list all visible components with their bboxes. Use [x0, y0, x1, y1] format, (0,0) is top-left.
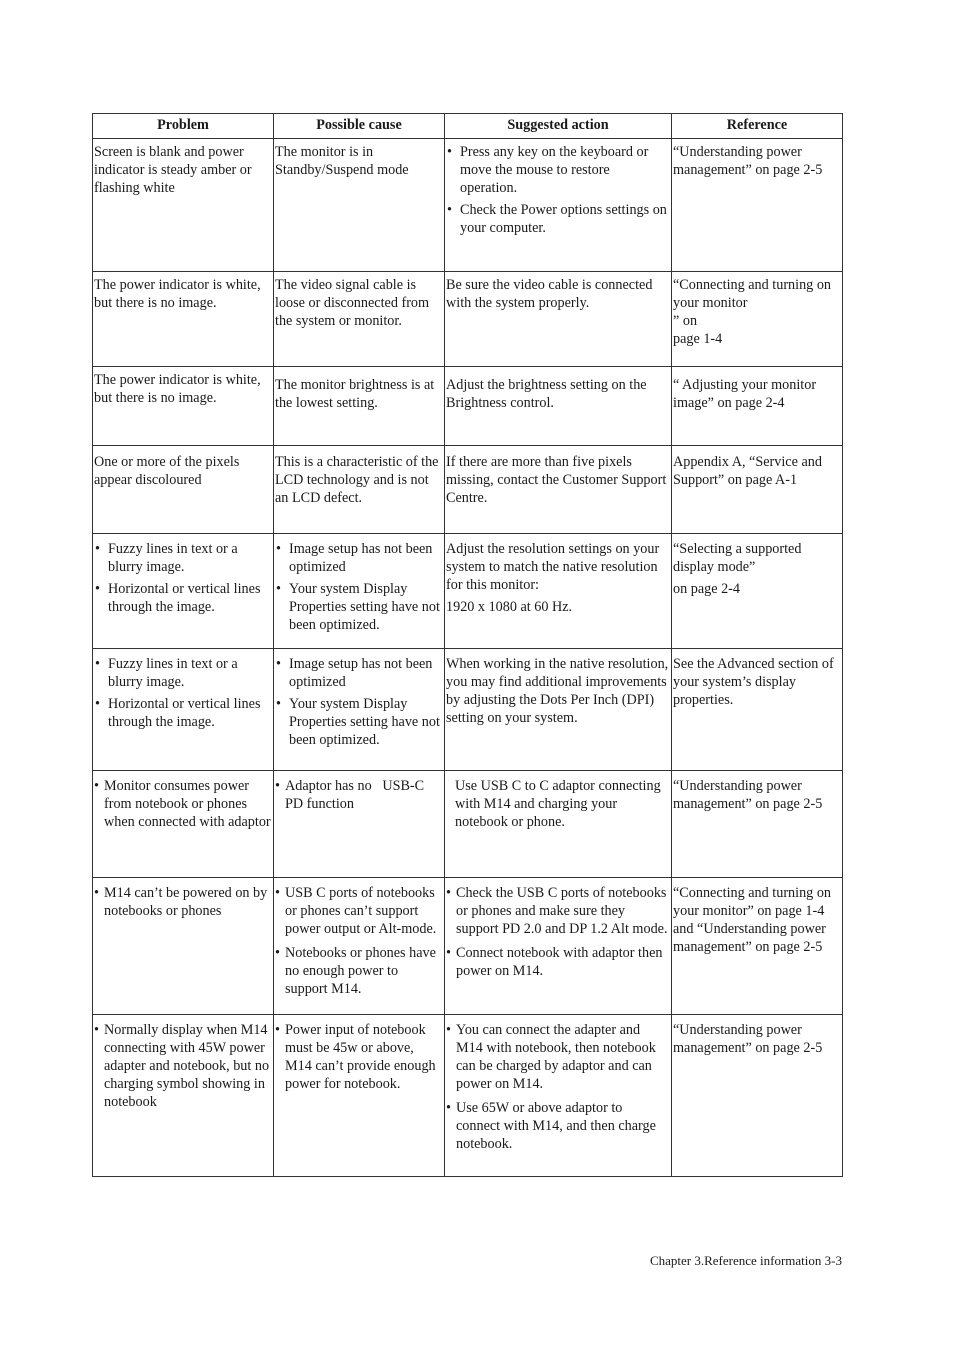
header-suggested-action: Suggested action — [445, 114, 672, 139]
action-item: • You can connect the adapter and M14 with notebook, then notebook can be charged by adaptor and can power on M14. — [446, 1021, 670, 1093]
problem-cell — [93, 878, 274, 1015]
cause-cell — [274, 367, 445, 446]
action-cell — [445, 367, 672, 446]
problem-item: • Fuzzy lines in text or a blurry image. — [94, 655, 272, 691]
table-row — [93, 771, 843, 878]
problem-item: • M14 can’t be powered on by notebooks or phones — [94, 884, 272, 920]
action-cell — [445, 139, 672, 272]
reference-line: ” on — [673, 313, 698, 329]
action-text: When working in the native resolution, you may find additional improvements by adjusting the Dots Per Inch (DPI) setting on your system. — [446, 656, 669, 726]
cause-cell — [274, 272, 445, 367]
header-problem: Problem — [93, 114, 274, 139]
cause-cell — [274, 139, 445, 272]
reference-line: “Connecting and turning on your monitor — [673, 277, 832, 311]
problem-text: One or more of the pixels appear discoloured — [94, 454, 240, 488]
cause-item: • Image setup has not been optimized — [275, 655, 443, 691]
problem-item: • Horizontal or vertical lines through the image. — [94, 580, 272, 616]
cause-item: • Your system Display Properties setting have not been optimized. — [275, 580, 443, 634]
action-item: • Press any key on the keyboard or move the mouse to restore operation. — [446, 143, 670, 197]
reference-cell — [672, 534, 843, 649]
action-text: Adjust the brightness setting on the Brightness control. — [446, 377, 647, 411]
table-row — [93, 1015, 843, 1177]
problem-cell — [93, 367, 274, 446]
problem-text: The power indicator is white, but there is no image. — [94, 277, 261, 311]
reference-cell — [672, 1015, 843, 1177]
reference-cell — [672, 649, 843, 771]
action-text: Use USB C to C adaptor connecting with M14 and charging your notebook or phone. — [455, 778, 661, 830]
action-cell — [445, 446, 672, 534]
cause-item: • Notebooks or phones have no enough power to support M14. — [275, 944, 443, 998]
action-cell — [445, 1015, 672, 1177]
action-cell — [445, 771, 672, 878]
problem-item: • Normally display when M14 connecting with 45W power adapter and notebook, but no charging symbol showing in notebook — [94, 1021, 272, 1111]
table-row — [93, 139, 843, 272]
cause-text: The video signal cable is loose or disconnected from the system or monitor. — [275, 277, 430, 329]
reference-cell — [672, 446, 843, 534]
problem-cell — [93, 649, 274, 771]
cause-cell — [274, 1015, 445, 1177]
page-footer: Chapter 3.Reference information 3-3 — [649, 1253, 842, 1268]
troubleshooting-table — [92, 113, 843, 1177]
reference-cell — [672, 367, 843, 446]
cause-item: • USB C ports of notebooks or phones can’t support power output or Alt-mode. — [275, 884, 443, 938]
reference-line: page 1-4 — [673, 331, 723, 347]
action-cell — [445, 534, 672, 649]
reference-text: Appendix A, “Service and Support” on page A-1 — [673, 454, 822, 488]
cause-item: • Image setup has not been optimized — [275, 540, 443, 576]
action-text: If there are more than five pixels missing, contact the Customer Support Centre. — [446, 454, 667, 506]
reference-cell — [672, 878, 843, 1015]
problem-text: The power indicator is white, but there is no image. — [94, 372, 261, 406]
reference-text: “ Adjusting your monitor image” on page 2-4 — [673, 377, 817, 411]
problem-cell — [93, 446, 274, 534]
action-item: • Check the USB C ports of notebooks or phones and make sure they support PD 2.0 and DP 1.2 Alt mode. — [446, 884, 670, 938]
cause-cell — [274, 446, 445, 534]
reference-text: on page 2-4 — [673, 581, 740, 597]
cause-cell — [274, 878, 445, 1015]
problem-cell — [93, 1015, 274, 1177]
reference-cell — [672, 139, 843, 272]
reference-text: “Selecting a supported display mode” — [673, 541, 802, 575]
problem-item: • Monitor consumes power from notebook or phones when connected with adaptor — [94, 777, 272, 831]
reference-cell — [672, 771, 843, 878]
reference-text: See the Advanced section of your system’s display properties. — [673, 656, 834, 708]
cause-text: The monitor brightness is at the lowest setting. — [275, 377, 435, 411]
action-cell — [445, 272, 672, 367]
action-text: 1920 x 1080 at 60 Hz. — [446, 599, 573, 615]
table-row — [93, 878, 843, 1015]
action-item: • Connect notebook with adaptor then power on M14. — [446, 944, 670, 980]
header-possible-cause: Possible cause — [274, 114, 445, 139]
problem-cell — [93, 272, 274, 367]
cause-item: • Power input of notebook must be 45w or above, M14 can’t provide enough power for notebook. — [275, 1021, 443, 1093]
table-row — [93, 534, 843, 649]
action-cell — [445, 878, 672, 1015]
reference-text: “Connecting and turning on your monitor” on page 1-4 and “Understanding power management” on page 2-5 — [673, 885, 832, 955]
problem-cell — [93, 771, 274, 878]
cause-text: The monitor is in Standby/Suspend mode — [275, 144, 409, 178]
action-cell — [445, 649, 672, 771]
action-item: • Check the Power options settings on your computer. — [446, 201, 670, 237]
cause-cell — [274, 534, 445, 649]
problem-text: Screen is blank and power indicator is steady amber or flashing white — [94, 144, 252, 196]
cause-cell — [274, 771, 445, 878]
reference-text: “Understanding power management” on page 2-5 — [673, 144, 823, 178]
table-row — [93, 367, 843, 446]
cause-item: • Adaptor has no USB-C PD function — [275, 777, 443, 813]
cause-item: • Your system Display Properties setting have not been optimized. — [275, 695, 443, 749]
table-header-row — [93, 114, 843, 139]
problem-item: • Horizontal or vertical lines through the image. — [94, 695, 272, 731]
table-row — [93, 272, 843, 367]
problem-cell — [93, 534, 274, 649]
problem-item: • Fuzzy lines in text or a blurry image. — [94, 540, 272, 576]
table-row — [93, 649, 843, 771]
action-text: Be sure the video cable is connected with the system properly. — [446, 277, 653, 311]
cause-text: This is a characteristic of the LCD technology and is not an LCD defect. — [275, 454, 439, 506]
reference-text: “Understanding power management” on page 2-5 — [673, 778, 823, 812]
header-reference: Reference — [672, 114, 843, 139]
table-row — [93, 446, 843, 534]
action-item: • Use 65W or above adaptor to connect with M14, and then charge notebook. — [446, 1099, 670, 1153]
reference-text: “Understanding power management” on page 2-5 — [673, 1022, 823, 1056]
cause-cell — [274, 649, 445, 771]
action-text: Adjust the resolution settings on your system to match the native resolution for this monitor: — [446, 541, 660, 593]
problem-cell — [93, 139, 274, 272]
reference-cell — [672, 272, 843, 367]
